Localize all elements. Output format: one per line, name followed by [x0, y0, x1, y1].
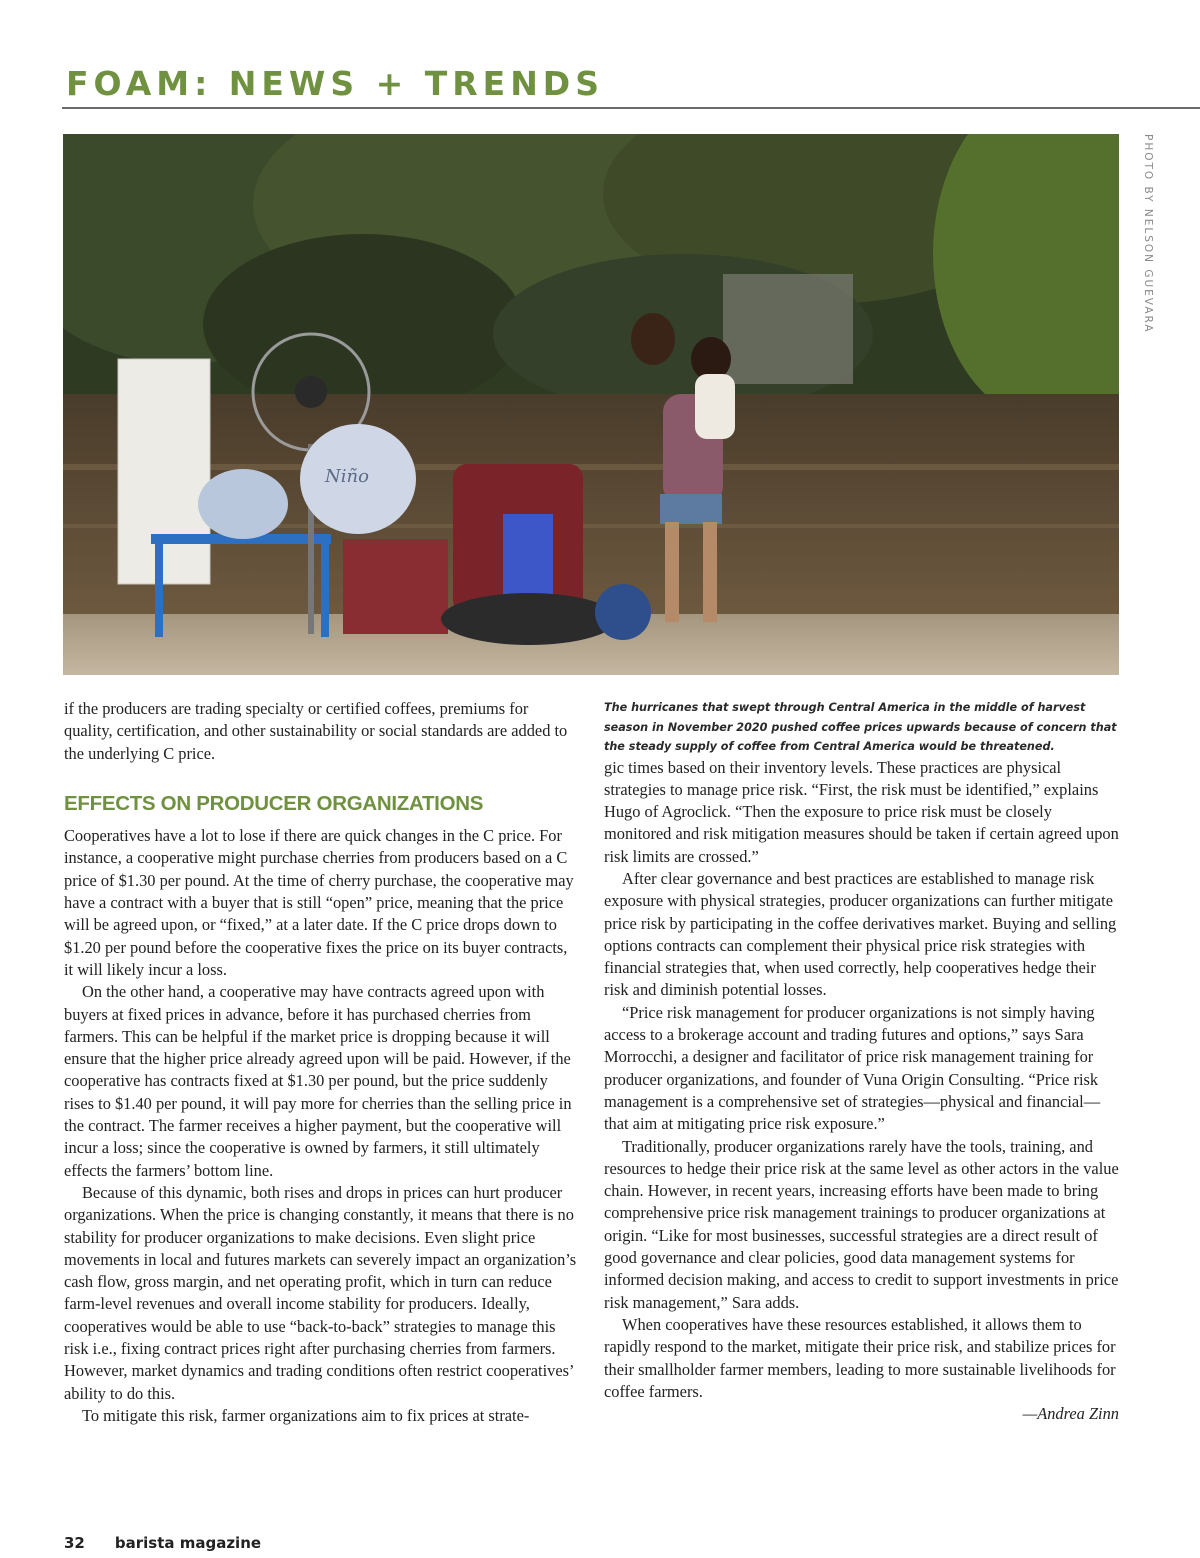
body-paragraph: Because of this dynamic, both rises and drops in prices can hurt producer organizations. When the price is changing constantly, it means that there is no stability for producer organizations to make decisions. Even slight price movements in local and futures markets can severely impact an organization’s cash flow, gross margin, and net operating profit, which in turn can reduce farm-level revenues and overall income stability for producers. Ideally, cooperatives would be able to use “back-to-back” strategies to manage this risk i.e., fixing contract prices right after purchasing cherries from farmers. However, market dynamics and trading conditions often restrict cooperatives’ ability to do this.	[64, 1182, 577, 1403]
refrigerator	[118, 359, 210, 584]
bag-writing: Niño	[325, 466, 369, 487]
photo-caption: The hurricanes that swept through Central America in the middle of harvest season in November 2020 pushed coffee prices upwards because of concern that the steady supply of coffee from Central America would be threatened.	[604, 701, 1117, 753]
body-paragraph: When cooperatives have these resources established, it allows them to rapidly respond to the market, mitigate their price risk, and stabilize prices for their smallholder farmer members, leading to more sustainable livelihoods for coffee farmers.	[604, 1314, 1116, 1401]
magazine-name: barista magazine	[114, 1534, 262, 1552]
body-paragraph: After clear governance and best practices are established to manage risk exposure with physical strategies, producer organizations can further mitigate price risk by participating in the coffee derivatives market. Buying and selling options contracts can complement their physical price risk strategies with financial strategies that, when used correctly, help cooperatives hedge their risk and diminish potential losses.	[604, 868, 1117, 1000]
child-shirt	[695, 374, 735, 439]
body-paragraph: Cooperatives have a lot to lose if there are quick changes in the C price. For instance, a cooperative might purchase cherries from producers based on a C price of $1.30 per pound. At the time of cherry purchase, the cooperative may have a contract with a buyer that is still “open” price, meaning that the price will be agreed upon, or “fixed,” at a later date. If the C price drops down to $1.20 per pound before the cooperative fixes the price on its buyer contracts, it will likely incur a loss.	[64, 826, 574, 979]
body-paragraph: Traditionally, producer organizations rarely have the tools, training, and resources to hedge their price risk at the same level as other actors in the value chain. However, in recent years, increasing efforts have been made to bring comprehensive price risk management trainings to producer organizations at origin. “Like for most businesses, successful strategies are a direct result of good governance and clear policies, good data management systems for informed decision making, and access to credit to support investments in price risk management,” Sara adds.	[604, 1136, 1119, 1312]
photo-credit	[1140, 134, 1154, 674]
plastic-bag	[198, 469, 288, 539]
girl-head	[631, 313, 675, 365]
header-divider	[62, 107, 1200, 109]
photo-credit-text: PHOTO BY NELSON GUEVARA	[1142, 134, 1154, 334]
girl-shorts	[660, 494, 722, 524]
section-header: FOAM: NEWS + TRENDS	[66, 64, 604, 103]
red-tub	[343, 539, 448, 634]
subheading: EFFECTS ON PRODUCER ORGANIZATIONS	[64, 791, 484, 815]
flood-photo	[63, 134, 1119, 675]
house-wall	[723, 274, 853, 384]
body-paragraph: “Price risk management for producer organizations is not simply having access to a brokerage account and trading futures and options,” says Sara Morrocchi, a designer and facilitator of price risk management training for producer organizations, and founder of Vuna Origin Consulting. “Price risk management is a comprehensive set of strategies—physical and financial—that aim at mitigating price risk exposure.”	[604, 1002, 1101, 1134]
body-paragraph: On the other hand, a cooperative may have contracts agreed upon with buyers at fixed prices in advance, before it has purchased cherries from farmers. This can be helpful if the market price is dropping because it will ensure that the higher price already agreed upon will be paid. However, if the cooperative has contracts fixed at $1.30 per pound, but the price suddenly rises to $1.40 per pound, it will pay more for cherries than the selling price in the contract. The farmer receives a higher payment, but the cooperative will incur a loss; since the cooperative is owned by farmers, it still ultimately effects the farmers’ bottom line.	[64, 982, 572, 1180]
tire	[441, 593, 617, 645]
right-column	[604, 698, 1119, 1425]
left-column	[64, 698, 579, 1427]
intro-paragraph: if the producers are trading specialty or certified coffees, premiums for quality, certification, and other sustainability or social standards are added to the underlying C price.	[64, 699, 568, 763]
page-number: 32	[64, 1534, 85, 1552]
author-byline: —Andrea Zinn	[1022, 1404, 1119, 1424]
body-paragraph: To mitigate this risk, farmer organizations aim to fix prices at strate-	[82, 1405, 530, 1425]
helmet	[595, 584, 651, 640]
page-footer	[64, 1534, 261, 1552]
body-paragraph: gic times based on their inventory levels. These practices are physical strategies to manage price risk. “First, the risk must be identified,” explains Hugo of Agroclick. “Then the exposure to price risk must be closely monitored and risk mitigation measures should be taken if certain agreed upon risk limits are crossed.”	[604, 757, 1119, 866]
